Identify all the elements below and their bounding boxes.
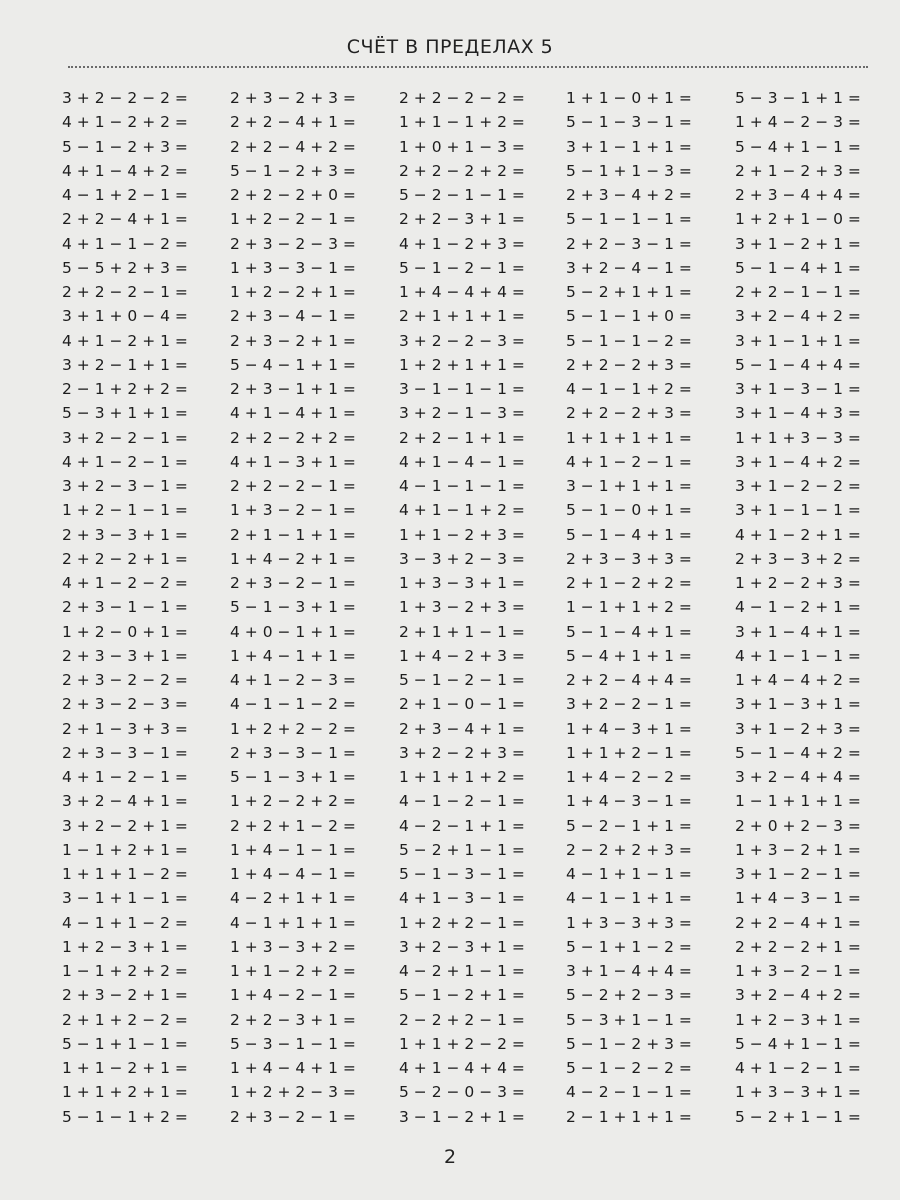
math-problem: 4 + 1 − 4 + 1 = xyxy=(230,404,356,423)
math-problem: 2 + 2 − 4 + 1 = xyxy=(62,210,188,229)
dotted-divider xyxy=(68,66,868,68)
math-problem: 5 − 2 + 1 − 1 = xyxy=(735,1107,861,1126)
math-problem: 3 + 1 − 2 − 2 = xyxy=(735,477,861,495)
math-problem: 3 + 2 − 2 − 3 = xyxy=(399,331,525,350)
math-problem: 3 + 2 − 2 + 3 = xyxy=(399,743,525,762)
math-problem: 2 + 1 + 1 − 1 = xyxy=(399,622,525,641)
math-problem: 4 + 1 − 1 − 2 = xyxy=(62,234,188,253)
math-problem: 5 − 4 − 1 + 1 = xyxy=(230,355,356,374)
exercise-column-5 xyxy=(735,86,895,1129)
math-problem: 2 + 3 − 3 + 1 = xyxy=(62,525,188,544)
math-problem: 1 + 3 − 3 − 1 = xyxy=(230,258,356,277)
math-problem: 3 + 2 − 2 − 2 = xyxy=(62,89,188,107)
math-problem: 5 − 1 − 3 − 1 = xyxy=(399,865,525,883)
math-problem: 5 − 1 + 1 − 2 = xyxy=(566,937,692,956)
math-problem: 1 + 1 + 1 + 1 = xyxy=(566,428,692,447)
math-problem: 4 − 1 − 1 − 2 = xyxy=(230,695,356,714)
math-problem: 4 − 1 − 2 − 1 = xyxy=(399,792,525,811)
exercise-column-2 xyxy=(230,86,390,1129)
math-problem: 2 + 1 + 2 − 2 = xyxy=(62,1010,188,1029)
math-problem: 5 − 1 − 2 + 3 = xyxy=(62,137,188,156)
math-problem: 2 + 2 − 2 − 1 = xyxy=(62,283,188,301)
math-problem: 5 − 3 − 1 − 1 = xyxy=(230,1034,356,1053)
math-problem: 4 + 1 − 4 + 4 = xyxy=(399,1059,525,1077)
math-problem: 2 + 2 − 2 + 2 = xyxy=(399,161,525,180)
math-problem: 1 + 4 − 4 − 1 = xyxy=(230,865,356,883)
math-problem: 1 + 2 − 2 − 1 = xyxy=(230,210,356,229)
math-problem: 3 + 2 − 4 + 1 = xyxy=(62,792,188,811)
math-problem: 5 − 2 − 1 + 1 = xyxy=(566,816,692,835)
math-problem: 5 − 2 − 0 − 3 = xyxy=(399,1083,525,1102)
math-problem: 1 + 3 − 2 − 1 = xyxy=(230,501,356,520)
math-problem: 2 + 2 − 2 + 0 = xyxy=(230,186,356,204)
math-problem: 2 + 3 − 2 + 1 = xyxy=(62,986,188,1005)
math-problem: 1 + 3 − 3 + 1 = xyxy=(735,1083,861,1102)
math-problem: 5 − 2 + 1 + 1 = xyxy=(566,283,692,301)
math-problem: 2 + 3 − 3 + 1 = xyxy=(62,646,188,665)
math-problem: 3 − 1 + 1 − 1 = xyxy=(62,889,188,908)
math-problem: 3 + 2 − 2 − 1 = xyxy=(566,695,692,714)
math-problem: 1 − 1 + 2 + 1 = xyxy=(62,840,188,859)
math-problem: 1 + 2 − 3 + 1 = xyxy=(62,937,188,956)
math-problem: 1 + 1 + 1 − 2 = xyxy=(62,865,188,883)
math-problem: 2 + 3 − 2 − 1 = xyxy=(230,574,356,592)
math-problem: 1 + 4 − 2 + 1 = xyxy=(230,549,356,568)
exercise-column-3 xyxy=(399,86,559,1129)
math-problem: 5 − 1 − 3 − 1 = xyxy=(566,113,692,132)
math-problem: 2 + 3 − 1 + 1 = xyxy=(230,380,356,398)
math-problem: 2 + 3 − 4 + 4 = xyxy=(735,186,861,204)
math-problem: 1 + 1 + 2 − 2 = xyxy=(399,1034,525,1053)
math-problem: 1 + 2 − 3 + 1 = xyxy=(735,1010,861,1029)
math-problem: 2 − 1 + 2 + 2 = xyxy=(62,380,188,398)
math-problem: 1 + 4 − 3 + 1 = xyxy=(566,719,692,738)
math-problem: 5 − 1 − 3 + 1 = xyxy=(230,598,356,617)
math-problem: 4 + 1 − 4 − 1 = xyxy=(399,452,525,471)
math-problem: 3 + 1 − 4 + 1 = xyxy=(735,622,861,641)
math-problem: 2 + 1 − 2 + 2 = xyxy=(566,574,692,592)
math-problem: 2 + 2 − 3 + 1 = xyxy=(230,1010,356,1029)
math-problem: 1 + 3 − 3 + 1 = xyxy=(399,574,525,592)
math-problem: 4 + 1 − 2 − 1 = xyxy=(735,1059,861,1077)
math-problem: 5 − 1 − 2 + 3 = xyxy=(230,161,356,180)
math-problem: 4 − 2 − 1 − 1 = xyxy=(566,1083,692,1102)
math-problem: 4 − 1 − 1 − 1 = xyxy=(399,477,525,495)
math-problem: 4 − 2 + 1 − 1 = xyxy=(399,962,525,980)
math-problem: 2 + 2 − 4 + 2 = xyxy=(230,137,356,156)
math-problem: 3 − 1 − 1 − 1 = xyxy=(399,380,525,398)
math-problem: 2 + 3 − 2 + 1 = xyxy=(230,331,356,350)
math-problem: 2 + 2 − 1 − 1 = xyxy=(735,283,861,301)
math-problem: 1 + 4 − 4 + 2 = xyxy=(735,671,861,689)
math-problem: 2 + 2 − 2 + 1 = xyxy=(735,937,861,956)
math-problem: 4 − 1 + 1 + 1 = xyxy=(230,913,356,932)
math-problem: 2 + 3 − 3 − 1 = xyxy=(230,743,356,762)
math-problem: 3 + 2 − 3 + 1 = xyxy=(399,937,525,956)
math-problem: 1 + 3 − 3 + 3 = xyxy=(566,913,692,932)
math-problem: 5 − 1 − 1 − 2 = xyxy=(566,331,692,350)
math-problem: 2 + 2 − 2 − 2 = xyxy=(399,89,525,107)
math-problem: 2 + 3 − 3 + 2 = xyxy=(735,549,861,568)
math-problem: 1 + 1 + 2 + 1 = xyxy=(62,1083,188,1102)
math-problem: 4 − 1 + 1 − 1 = xyxy=(566,865,692,883)
math-problem: 2 + 3 − 2 + 3 = xyxy=(230,89,356,107)
math-problem: 5 − 5 + 2 + 3 = xyxy=(62,258,188,277)
math-problem: 5 − 1 − 0 + 1 = xyxy=(566,501,692,520)
math-problem: 1 + 1 − 2 + 3 = xyxy=(399,525,525,544)
math-problem: 5 − 4 + 1 − 1 = xyxy=(735,1034,861,1053)
math-problem: 1 + 1 + 3 − 3 = xyxy=(735,428,861,447)
math-problem: 2 + 0 + 2 − 3 = xyxy=(735,816,861,835)
math-problem: 3 + 2 − 1 − 3 = xyxy=(399,404,525,423)
math-problem: 2 + 2 − 4 + 1 = xyxy=(230,113,356,132)
math-problem: 4 + 1 − 3 − 1 = xyxy=(399,889,525,908)
math-problem: 2 + 2 − 4 + 1 = xyxy=(735,913,861,932)
math-problem: 5 − 1 − 4 + 2 = xyxy=(735,743,861,762)
math-problem: 4 + 1 − 3 + 1 = xyxy=(230,452,356,471)
math-problem: 3 + 1 − 3 + 1 = xyxy=(735,695,861,714)
exercise-column-1 xyxy=(62,86,222,1129)
math-problem: 1 + 0 + 1 − 3 = xyxy=(399,137,525,156)
math-problem: 4 + 1 − 2 + 1 = xyxy=(735,525,861,544)
math-problem: 4 + 1 − 2 + 2 = xyxy=(62,113,188,132)
math-problem: 4 + 1 − 1 − 1 = xyxy=(735,646,861,665)
math-problem: 1 + 4 − 1 − 1 = xyxy=(230,840,356,859)
math-problem: 2 + 3 − 4 − 1 = xyxy=(230,307,356,326)
math-problem: 4 + 1 − 2 + 3 = xyxy=(399,234,525,253)
math-problem: 3 + 2 − 4 + 4 = xyxy=(735,768,861,786)
math-problem: 3 + 1 − 1 + 1 = xyxy=(735,331,861,350)
math-problem: 4 − 1 + 2 − 1 = xyxy=(62,186,188,204)
math-problem: 4 − 1 − 2 + 1 = xyxy=(735,598,861,617)
math-problem: 2 − 1 + 1 + 1 = xyxy=(566,1107,692,1126)
math-problem: 2 + 3 − 3 + 3 = xyxy=(566,549,692,568)
math-problem: 3 + 2 − 4 − 1 = xyxy=(566,258,692,277)
math-problem: 2 + 3 − 2 − 3 = xyxy=(62,695,188,714)
math-problem: 1 + 4 − 3 − 1 = xyxy=(566,792,692,811)
math-problem: 3 − 1 − 2 + 1 = xyxy=(399,1107,525,1126)
math-problem: 2 + 3 − 2 − 2 = xyxy=(62,671,188,689)
math-problem: 5 − 1 − 1 − 1 = xyxy=(566,210,692,229)
math-problem: 2 + 2 − 3 + 1 = xyxy=(399,210,525,229)
math-problem: 1 + 4 − 2 − 2 = xyxy=(566,768,692,786)
math-problem: 3 + 2 − 1 + 1 = xyxy=(62,355,188,374)
math-problem: 5 − 1 − 2 − 1 = xyxy=(399,671,525,689)
math-problem: 1 + 1 + 2 − 1 = xyxy=(566,743,692,762)
math-problem: 4 + 1 − 2 + 1 = xyxy=(62,331,188,350)
math-problem: 3 + 1 + 0 − 4 = xyxy=(62,307,188,326)
math-problem: 5 − 1 − 4 + 1 = xyxy=(566,622,692,641)
math-problem: 1 + 4 − 4 + 1 = xyxy=(230,1059,356,1077)
math-problem: 3 + 2 − 3 − 1 = xyxy=(62,477,188,495)
math-problem: 5 − 1 − 4 + 1 = xyxy=(735,258,861,277)
math-problem: 2 + 3 − 3 − 1 = xyxy=(62,743,188,762)
page-title: СЧЁТ В ПРЕДЕЛАХ 5 xyxy=(346,36,554,58)
math-problem: 1 + 1 − 1 + 2 = xyxy=(399,113,525,132)
math-problem: 2 + 2 − 2 + 3 = xyxy=(566,404,692,423)
math-problem: 3 + 1 − 4 + 4 = xyxy=(566,962,692,980)
math-problem: 2 + 2 − 2 + 2 = xyxy=(230,428,356,447)
math-problem: 1 − 1 + 1 + 2 = xyxy=(566,598,692,617)
math-problem: 1 + 2 + 2 − 3 = xyxy=(230,1083,356,1102)
math-problem: 4 − 1 − 1 + 2 = xyxy=(566,380,692,398)
math-problem: 5 − 1 − 1 + 0 = xyxy=(566,307,692,326)
math-problem: 2 + 2 − 1 + 1 = xyxy=(399,428,525,447)
math-problem: 3 − 1 + 1 + 1 = xyxy=(566,477,692,495)
math-problem: 2 + 2 − 4 + 4 = xyxy=(566,671,692,689)
math-problem: 5 − 1 − 2 − 2 = xyxy=(566,1059,692,1077)
math-problem: 2 + 2 + 1 − 2 = xyxy=(230,816,356,835)
math-problem: 2 + 3 − 1 − 1 = xyxy=(62,598,188,617)
math-problem: 5 − 1 − 3 + 1 = xyxy=(230,768,356,786)
math-problem: 5 − 4 + 1 − 1 = xyxy=(735,137,861,156)
math-problem: 5 − 1 − 2 + 3 = xyxy=(566,1034,692,1053)
math-problem: 1 + 2 − 1 − 1 = xyxy=(62,501,188,520)
math-problem: 1 + 2 − 2 + 2 = xyxy=(230,792,356,811)
math-problem: 1 + 3 − 2 + 3 = xyxy=(399,598,525,617)
math-problem: 1 + 3 − 2 − 1 = xyxy=(735,962,861,980)
math-problem: 4 − 1 − 1 + 1 = xyxy=(566,889,692,908)
math-problem: 1 + 2 + 1 − 0 = xyxy=(735,210,861,229)
math-problem: 1 + 1 − 2 + 1 = xyxy=(62,1059,188,1077)
math-problem: 4 − 1 + 1 − 2 = xyxy=(62,913,188,932)
math-problem: 5 − 1 − 2 + 1 = xyxy=(399,986,525,1005)
math-problem: 4 − 2 + 1 + 1 = xyxy=(230,889,356,908)
math-problem: 4 + 1 − 2 − 2 = xyxy=(62,574,188,592)
math-problem: 2 + 2 − 2 + 3 = xyxy=(566,355,692,374)
math-problem: 5 − 3 + 1 + 1 = xyxy=(62,404,188,423)
math-problem: 5 − 2 + 1 − 1 = xyxy=(399,840,525,859)
math-problem: 1 + 2 + 1 + 1 = xyxy=(399,355,525,374)
math-problem: 4 + 1 − 1 + 2 = xyxy=(399,501,525,520)
math-problem: 3 + 2 − 2 + 1 = xyxy=(62,816,188,835)
math-problem: 1 + 4 − 1 + 1 = xyxy=(230,646,356,665)
math-problem: 5 − 1 − 4 + 1 = xyxy=(566,525,692,544)
math-problem: 2 + 1 − 0 − 1 = xyxy=(399,695,525,714)
math-problem: 1 + 1 − 2 + 2 = xyxy=(230,962,356,980)
math-problem: 2 + 2 − 3 − 1 = xyxy=(566,234,692,253)
math-problem: 5 − 3 − 1 + 1 = xyxy=(735,89,861,107)
math-problem: 2 + 2 − 2 + 1 = xyxy=(62,549,188,568)
math-problem: 3 − 3 + 2 − 3 = xyxy=(399,549,525,568)
math-problem: 4 + 1 − 2 − 3 = xyxy=(230,671,356,689)
math-problem: 4 + 0 − 1 + 1 = xyxy=(230,622,356,641)
math-problem: 2 + 1 − 3 + 3 = xyxy=(62,719,188,738)
math-problem: 2 + 1 − 2 + 3 = xyxy=(735,161,861,180)
page-number: 2 xyxy=(443,1146,457,1168)
math-problem: 1 + 1 − 0 + 1 = xyxy=(566,89,692,107)
math-problem: 3 + 2 − 4 + 2 = xyxy=(735,307,861,326)
math-problem: 1 − 1 + 1 + 1 = xyxy=(735,792,861,811)
math-problem: 1 + 2 + 2 − 1 = xyxy=(399,913,525,932)
math-problem: 5 − 1 − 2 − 1 = xyxy=(399,258,525,277)
math-problem: 3 + 1 − 3 − 1 = xyxy=(735,380,861,398)
math-problem: 5 − 1 + 1 − 3 = xyxy=(566,161,692,180)
math-problem: 5 − 2 − 1 − 1 = xyxy=(399,186,525,204)
math-problem: 3 + 1 − 2 + 1 = xyxy=(735,234,861,253)
math-problem: 2 − 2 + 2 + 3 = xyxy=(566,840,692,859)
math-problem: 1 + 4 − 2 + 3 = xyxy=(399,646,525,665)
math-problem: 4 + 1 − 2 − 1 = xyxy=(566,452,692,471)
math-problem: 1 + 2 − 2 + 1 = xyxy=(230,283,356,301)
math-problem: 1 + 4 − 2 − 1 = xyxy=(230,986,356,1005)
math-problem: 5 − 1 − 4 + 4 = xyxy=(735,355,861,374)
math-problem: 5 − 1 + 1 − 1 = xyxy=(62,1034,188,1053)
math-problem: 3 + 1 − 2 − 1 = xyxy=(735,865,861,883)
math-problem: 2 − 2 + 2 − 1 = xyxy=(399,1010,525,1029)
math-problem: 2 + 2 − 2 − 1 = xyxy=(230,477,356,495)
math-problem: 4 + 1 − 4 + 2 = xyxy=(62,161,188,180)
math-problem: 2 + 3 − 2 − 3 = xyxy=(230,234,356,253)
math-problem: 3 + 1 − 4 + 2 = xyxy=(735,452,861,471)
math-problem: 2 + 3 − 4 + 2 = xyxy=(566,186,692,204)
math-problem: 1 + 2 − 0 + 1 = xyxy=(62,622,188,641)
math-problem: 1 + 4 − 2 − 3 = xyxy=(735,113,861,132)
math-problem: 5 − 4 + 1 + 1 = xyxy=(566,646,692,665)
math-problem: 4 + 1 − 2 − 1 = xyxy=(62,768,188,786)
math-problem: 3 + 1 − 1 − 1 = xyxy=(735,501,861,520)
math-problem: 2 + 1 + 1 + 1 = xyxy=(399,307,525,326)
math-problem: 5 − 1 − 1 + 2 = xyxy=(62,1107,188,1126)
math-problem: 2 + 3 − 4 + 1 = xyxy=(399,719,525,738)
math-problem: 4 + 1 − 2 − 1 = xyxy=(62,452,188,471)
math-problem: 2 + 1 − 1 + 1 = xyxy=(230,525,356,544)
math-problem: 1 + 4 − 3 − 1 = xyxy=(735,889,861,908)
math-problem: 3 + 2 − 2 − 1 = xyxy=(62,428,188,447)
math-problem: 4 − 2 − 1 + 1 = xyxy=(399,816,525,835)
math-problem: 3 + 1 − 4 + 3 = xyxy=(735,404,861,423)
math-problem: 3 + 1 − 1 + 1 = xyxy=(566,137,692,156)
math-problem: 5 − 2 + 2 − 3 = xyxy=(566,986,692,1005)
math-problem: 3 + 1 − 2 + 3 = xyxy=(735,719,861,738)
math-problem: 1 + 2 − 2 + 3 = xyxy=(735,574,861,592)
math-problem: 1 + 4 − 4 + 4 = xyxy=(399,283,525,301)
math-problem: 1 + 2 + 2 − 2 = xyxy=(230,719,356,738)
math-problem: 3 + 2 − 4 + 2 = xyxy=(735,986,861,1005)
math-problem: 1 + 1 + 1 + 2 = xyxy=(399,768,525,786)
math-problem: 1 − 1 + 2 + 2 = xyxy=(62,962,188,980)
math-problem: 1 + 3 − 2 + 1 = xyxy=(735,840,861,859)
exercise-column-4 xyxy=(566,86,726,1129)
math-problem: 5 − 3 + 1 − 1 = xyxy=(566,1010,692,1029)
math-problem: 1 + 3 − 3 + 2 = xyxy=(230,937,356,956)
math-problem: 2 + 3 − 2 − 1 = xyxy=(230,1107,356,1126)
